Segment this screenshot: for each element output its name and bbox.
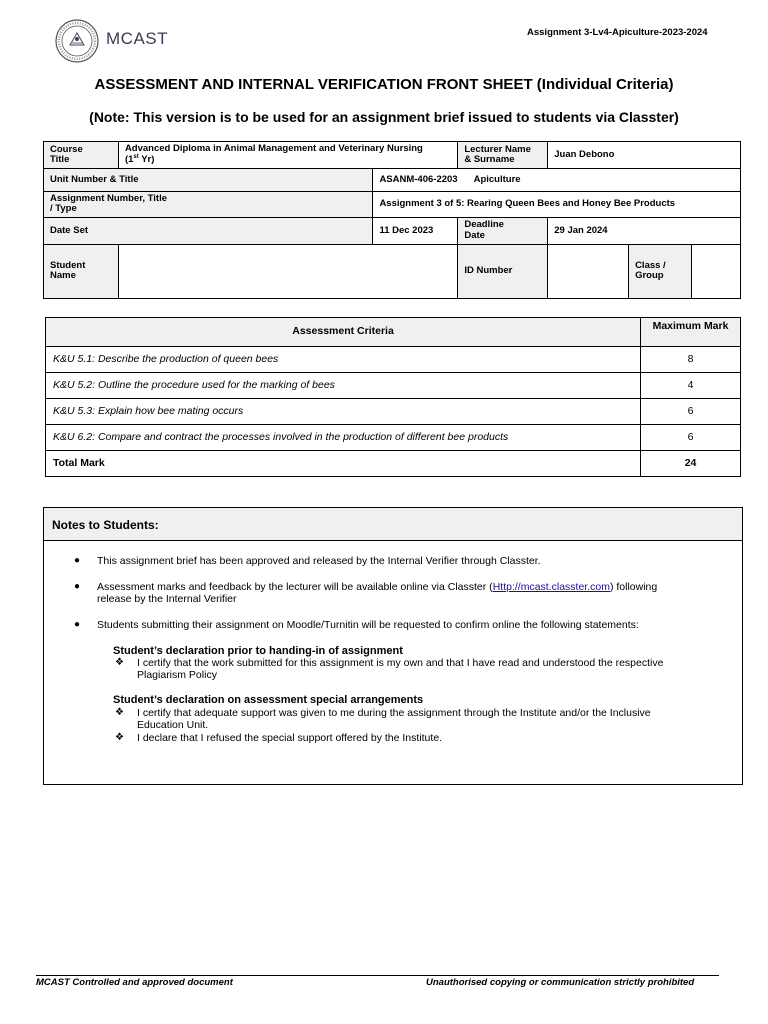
footer-divider <box>36 975 719 976</box>
note-bullet-2: Assessment marks and feedback by the lecturer will be available online via Classter (Http://mcast.classter.com) following release by the Internal Verifier <box>97 581 658 605</box>
bullet-icon: ● <box>74 619 81 630</box>
student-name-field[interactable] <box>118 244 457 298</box>
diamond-bullet-icon: ❖ <box>115 707 124 718</box>
assessment-criteria-table <box>45 317 741 477</box>
table-row <box>46 347 741 373</box>
student-name-label: Student Name <box>44 244 119 298</box>
declaration-1-title: Student’s declaration prior to handing-in of assignment <box>113 645 403 657</box>
class-group-field[interactable] <box>692 245 740 298</box>
unit-label: Unit Number & Title <box>44 169 373 192</box>
declaration-2-item-2: I declare that I refused the special support offered by the Institute. <box>137 732 443 744</box>
declaration-2-item-1: I certify that adequate support was given to me during the assignment through the Institute and/or the Inclusive Education Unit. <box>137 707 651 731</box>
assignment-reference: Assignment 3-Lv4-Apiculture-2023-2024 <box>527 27 708 38</box>
criterion-mark: 4 <box>641 373 741 399</box>
criterion-text: K&U 5.2: Outline the procedure used for the marking of bees <box>46 373 641 399</box>
notes-to-students <box>43 507 743 785</box>
deadline-label: Deadline Date <box>458 217 548 244</box>
max-mark-header: Maximum Mark <box>641 318 741 347</box>
declaration-2-title: Student’s declaration on assessment special arrangements <box>113 694 424 706</box>
id-number-label: ID Number <box>458 244 548 298</box>
note-bullet-1: This assignment brief has been approved and released by the Internal Verifier through Classter. <box>97 555 541 567</box>
footer-left: MCAST Controlled and approved document <box>36 977 233 988</box>
course-title-label: Course Title <box>44 142 119 169</box>
criterion-mark: 6 <box>641 425 741 451</box>
criterion-text: K&U 6.2: Compare and contract the processes involved in the production of different bee products <box>46 425 641 451</box>
assignment-value: Assignment 3 of 5: Rearing Queen Bees and Honey Bee Products <box>373 192 741 218</box>
criterion-mark: 8 <box>641 347 741 373</box>
lecturer-value: Juan Debono <box>548 142 741 169</box>
bullet-icon: ● <box>74 581 81 592</box>
table-row <box>46 373 741 399</box>
unit-value: ASANM-406-2203 Apiculture <box>373 169 741 192</box>
footer-right: Unauthorised copying or communication strictly prohibited <box>426 977 695 988</box>
page-note: (Note: This version is to be used for an assignment brief issued to students via Classter) <box>89 109 679 125</box>
classter-link[interactable]: Http://mcast.classter.com <box>492 581 610 593</box>
criteria-header: Assessment Criteria <box>46 318 641 347</box>
table-row <box>46 399 741 425</box>
assignment-label: Assignment Number, Title / Type <box>44 192 373 218</box>
notes-header <box>44 508 742 541</box>
total-mark-value: 24 <box>641 451 741 477</box>
bullet-icon: ● <box>74 555 81 566</box>
brand-name: MCAST <box>106 29 168 48</box>
mcast-seal-logo <box>54 18 100 64</box>
class-group-cell <box>629 244 741 298</box>
table-row <box>46 451 741 477</box>
diamond-bullet-icon: ❖ <box>115 657 124 668</box>
notes-title: Notes to Students: <box>52 518 159 532</box>
note-bullet-3: Students submitting their assignment on Moodle/Turnitin will be requested to confirm online the following statements: <box>97 619 639 631</box>
lecturer-label: Lecturer Name & Surname <box>458 142 548 169</box>
criterion-mark: 6 <box>641 399 741 425</box>
course-title-value: Advanced Diploma in Animal Management and Veterinary Nursing (1st Yr) <box>118 142 457 169</box>
deadline-value: 29 Jan 2024 <box>548 217 741 244</box>
assignment-info-table <box>43 141 741 299</box>
diamond-bullet-icon: ❖ <box>115 732 124 743</box>
date-set-value: 11 Dec 2023 <box>373 217 458 244</box>
declaration-1-item: I certify that the work submitted for this assignment is my own and that I have read and understood the respective Plagiarism Policy <box>137 657 664 681</box>
class-group-label: Class / Group <box>629 245 692 298</box>
date-set-label: Date Set <box>44 217 373 244</box>
total-mark-label: Total Mark <box>46 451 641 477</box>
page-title: ASSESSMENT AND INTERNAL VERIFICATION FRONT SHEET (Individual Criteria) <box>94 76 674 93</box>
criterion-text: K&U 5.1: Describe the production of queen bees <box>46 347 641 373</box>
criterion-text: K&U 5.3: Explain how bee mating occurs <box>46 399 641 425</box>
id-number-field[interactable] <box>548 244 629 298</box>
table-row <box>46 425 741 451</box>
